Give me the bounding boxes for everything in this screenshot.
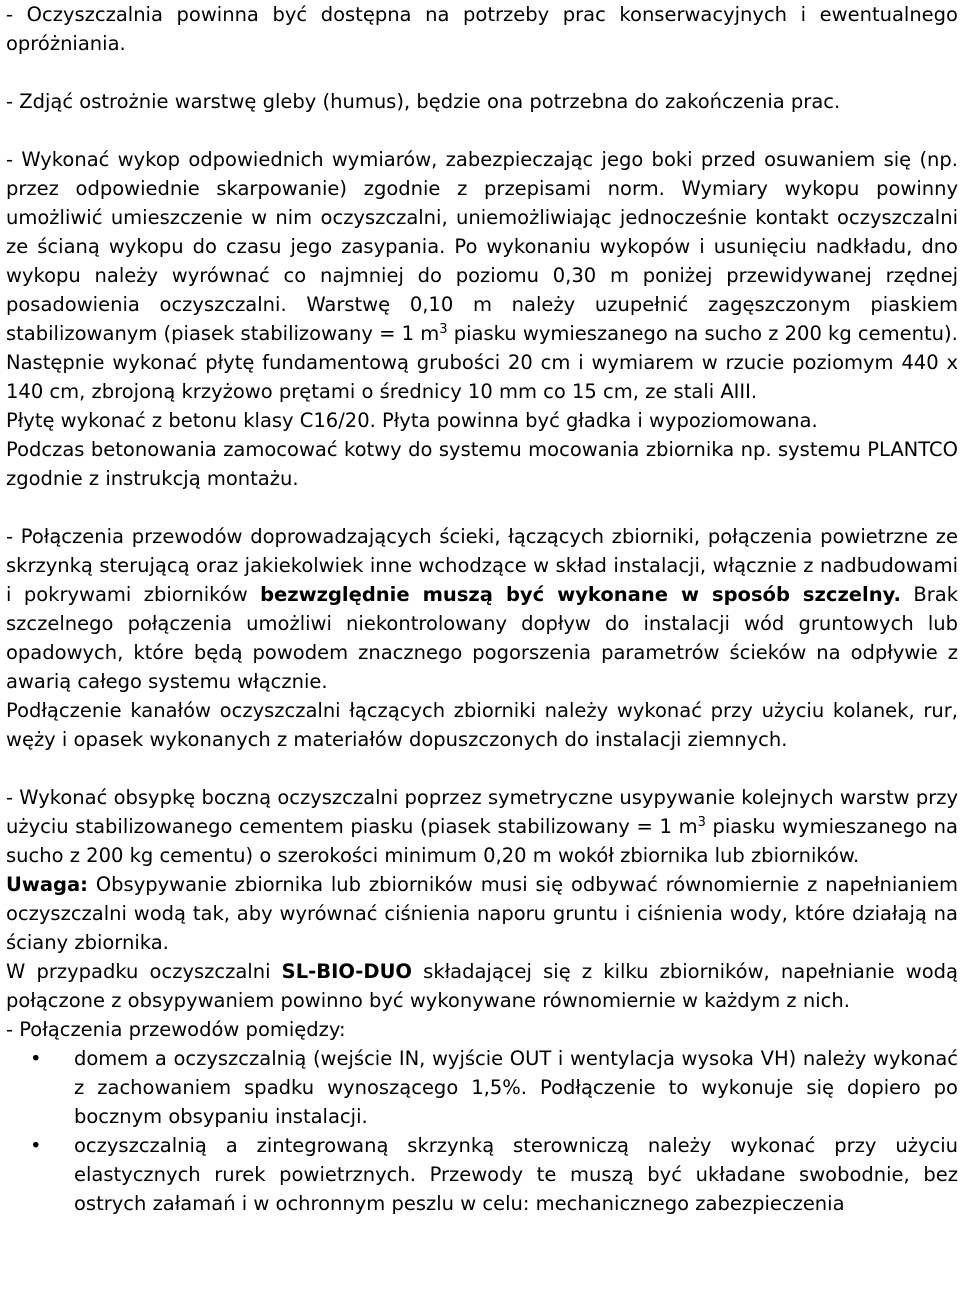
- bullet-list: [6, 1044, 958, 1218]
- paragraph-connections-sealing: [6, 522, 958, 696]
- paragraph-excavation: [6, 145, 958, 348]
- paragraph-pipe-connections-heading-text: - Połączenia przewodów pomiędzy:: [6, 1018, 346, 1041]
- paragraph-connections-sealing-text: - Połączenia przewodów doprowadzających ścieki, łączących zbiorniki, połączenia powietrzne ze skrzynką sterującą oraz jakiekolwiek inne wchodzące w skład instalacji, włącznie z nadbudowami i pokrywami zbiorników: [6, 525, 958, 606]
- list-item-text: oczyszczalnią a zintegrowaną skrzynką sterowniczą należy wykonać przy użyciu elastycznych rurek powietrznych. Przewody te muszą być układane swobodnie, bez ostrych załamań i w ochronnym peszlu w celu: mechanicznego zabezpieczenia: [74, 1134, 958, 1215]
- paragraph-side-backfill-text: - Wykonać obsypkę boczną oczyszczalni poprzez symetryczne usypywanie kolejnych warstw przy użyciu stabilizowanego cementem piasku (piasek stabilizowany = 1 m: [6, 786, 958, 838]
- bullet-icon: •: [30, 1047, 42, 1070]
- paragraph-multi-tank-text-end: składającej się z kilku zbiorników, napełnianie wodą połączone z obsypywaniem powinno być wykonywane równomiernie w każdym z nich.: [6, 960, 959, 1012]
- product-name: SL-BIO-DUO: [281, 960, 412, 983]
- warning-label: Uwaga:: [6, 873, 88, 896]
- paragraph-anchors: [6, 435, 958, 493]
- paragraph-accessibility-text: - Oczyszczalnia powinna być dostępna na potrzeby prac konserwacyjnych i ewentualnego opróżniania.: [6, 3, 958, 55]
- paragraph-excavation-text-end: piasku wymieszanego na sucho z 200 kg cementu).: [447, 322, 958, 345]
- paragraph-pipe-connections-heading: [6, 1015, 958, 1044]
- superscript-cubic: 3: [439, 322, 448, 337]
- document-body: [6, 0, 958, 1218]
- paragraph-multi-tank: [6, 957, 958, 1015]
- paragraph-concrete-class-text: Płytę wykonać z betonu klasy C16/20. Płyta powinna być gładka i wypoziomowana.: [6, 409, 818, 432]
- paragraph-warning-text: Obsypywanie zbiornika lub zbiorników musi się odbywać równomiernie z napełnianiem oczyszczalni wodą tak, aby wyrównać ciśnienia naporu gruntu i ciśnienia wody, które działają na ściany zbiornika.: [6, 873, 958, 954]
- superscript-cubic-2: 3: [697, 815, 706, 830]
- paragraph-channel-connections-text: Podłączenie kanałów oczyszczalni łączących zbiorniki należy wykonać przy użyciu kolanek, rur, węży i opasek wykonanych z materiałów dopuszczonych do instalacji ziemnych.: [6, 699, 958, 751]
- list-item: [30, 1044, 958, 1131]
- paragraph-remove-topsoil-text: - Zdjąć ostrożnie warstwę gleby (humus), będzie ona potrzebna do zakończenia prac.: [6, 90, 841, 113]
- paragraph-channel-connections: [6, 696, 958, 754]
- paragraph-concrete-class: [6, 406, 958, 435]
- paragraph-foundation-slab-text: Następnie wykonać płytę fundamentową grubości 20 cm i wymiarem w rzucie poziomym 440 x 140 cm, zbrojoną krzyżowo prętami o średnicy 10 mm co 15 cm, ze stali AIII.: [6, 351, 958, 403]
- bullet-icon: •: [30, 1134, 42, 1157]
- paragraph-connections-sealing-text-end: Brak szczelnego połączenia umożliwi niekontrolowany dopływ do instalacji wód gruntowych lub opadowych, które będą powodem znacznego pogorszenia parametrów ścieków na odpływie z awarią całego systemu włącznie.: [6, 583, 958, 693]
- paragraph-side-backfill-text-end: piasku wymieszanego na sucho z 200 kg cementu) o szerokości minimum 0,20 m wokół zbiornika lub zbiorników.: [6, 815, 958, 867]
- paragraph-foundation-slab: [6, 348, 958, 406]
- paragraph-anchors-text: Podczas betonowania zamocować kotwy do systemu mocowania zbiornika np. systemu PLANTCO zgodnie z instrukcją montażu.: [6, 438, 958, 490]
- paragraph-side-backfill: [6, 783, 958, 870]
- list-item-text: domem a oczyszczalnią (wejście IN, wyjście OUT i wentylacja wysoka VH) należy wykonać z zachowaniem spadku wynoszącego 1,5%. Podłączenie to wykonuje się dopiero po bocznym obsypaniu instalacji.: [74, 1047, 958, 1128]
- paragraph-accessibility: [6, 0, 958, 58]
- paragraph-warning: [6, 870, 958, 957]
- emphasis-tight-connections: bezwzględnie muszą być wykonane w sposób szczelny.: [260, 583, 901, 606]
- list-item: [30, 1131, 958, 1218]
- paragraph-multi-tank-text: W przypadku oczyszczalni: [6, 960, 282, 983]
- paragraph-remove-topsoil: [6, 87, 958, 116]
- paragraph-excavation-text: - Wykonać wykop odpowiednich wymiarów, zabezpieczając jego boki przed osuwaniem się (np. przez odpowiednie skarpowanie) zgodnie z przepisami norm. Wymiary wykopu powinny umożliwić umieszczenie w nim oczyszczalni, uniemożliwiając jednocześnie kontakt oczyszczalni ze ścianą wykopu do czasu jego zasypania. Po wykonaniu wykopów i usunięciu nadkładu, dno wykopu należy wyrównać co najmniej do poziomu 0,30 m poniżej przewidywanej rzędnej posadowienia oczyszczalni. Warstwę 0,10 m należy uzupełnić zagęszczonym piaskiem stabilizowanym (piasek stabilizowany = 1 m: [6, 148, 958, 345]
